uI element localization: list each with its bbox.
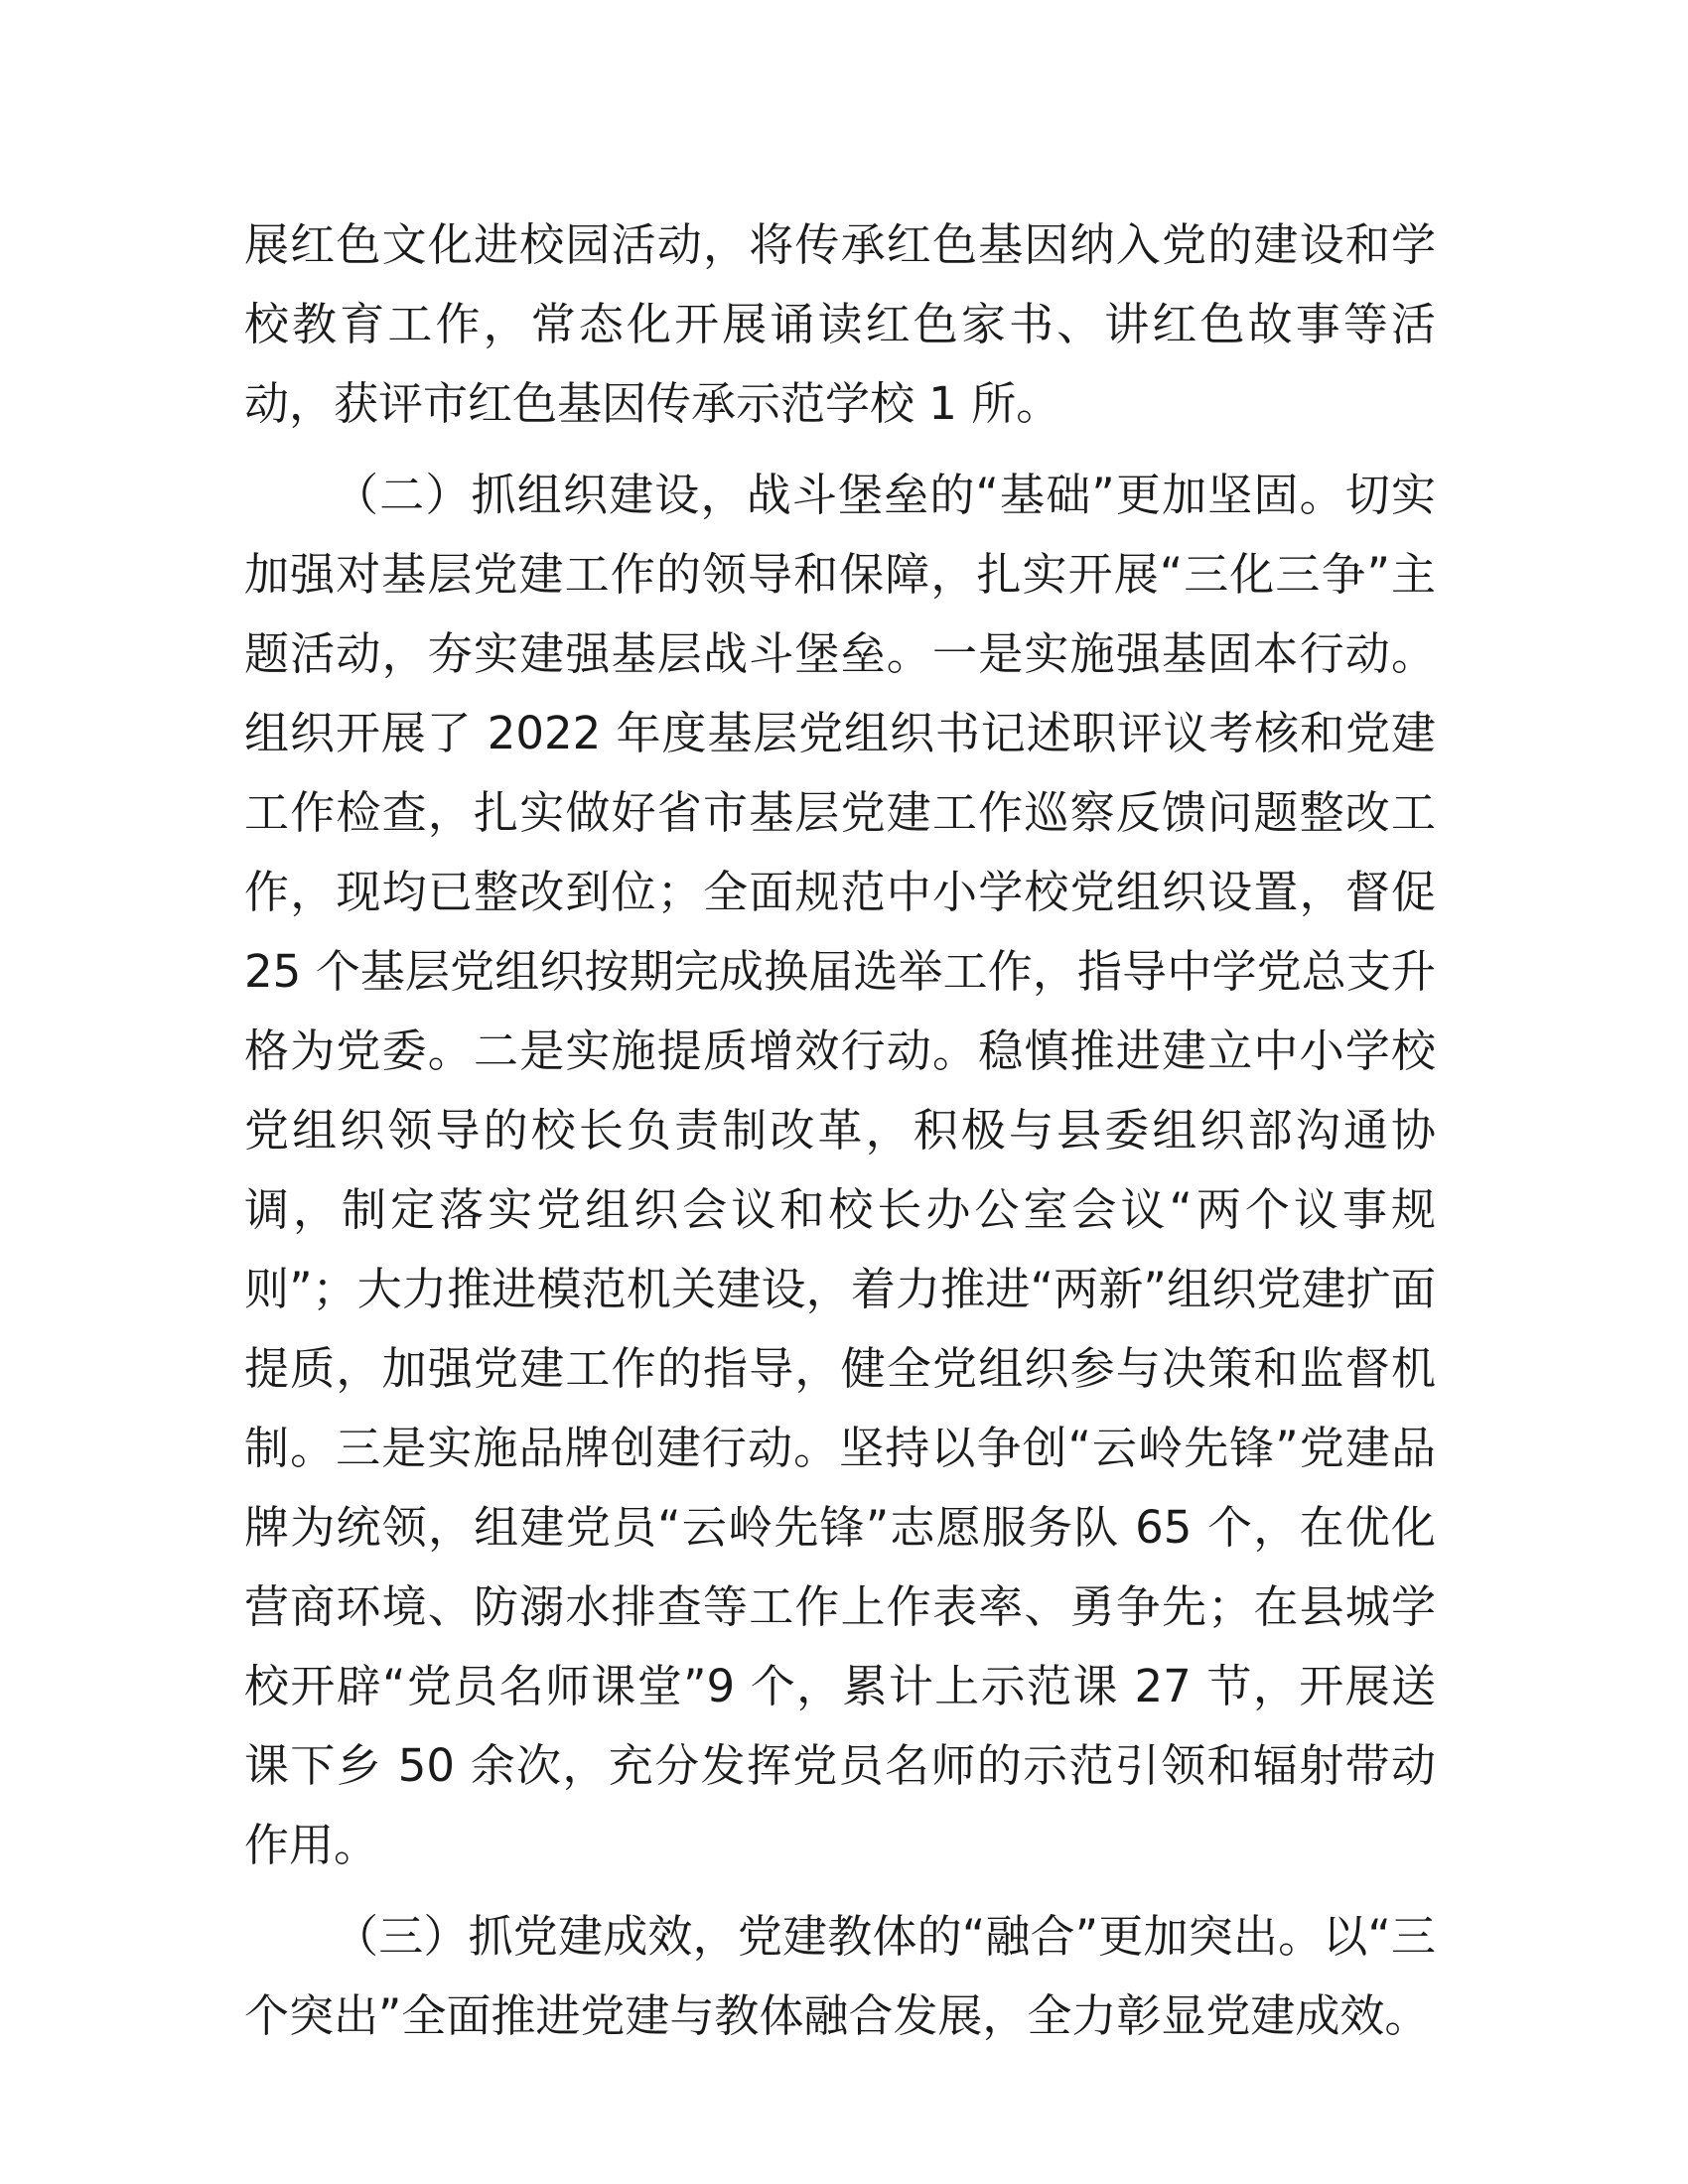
paragraph-organization-building: （二）抓组织建设，战斗堡垒的“基础”更加坚固。切实加强对基层党建工作的领导和保障，扎实开展“三化三争”主题活动，夯实建强基层战斗堡垒。一是实施强基固本行动。组织开展了 2022 年度基层党组织书记述职评议考核和党建工作检查，扎实做好省市基层党建工作巡察反馈问题整改工作，现均已整改到位；全面规范中小学校党组织设置，督促 25 个基层党组织按期完成换届选举工作，指导中学党总支升格为党委。二是实施提质增效行动。稳慎推进建立中小学校党组织领导的校长负责制改革，积极与县委组织部沟通协调，制定落实党组织会议和校长办公室会议“两个议事规则”；大力推进模范机关建设，着力推进“两新”组织党建扩面提质，加强党建工作的指导，健全党组织参与决策和监督机制。三是实施品牌创建行动。坚持以争创“云岭先锋”党建品牌为统领，组建党员“云岭先锋”志愿服务队 65 个，在优化营商环境、防溺水排查等工作上作表率、勇争先；在县城学校开辟“党员名师课堂”9 个，累计上示范课 27 节，开展送课下乡 50 余次，充分发挥党员名师的示范引领和辐射带动作用。 xyxy=(244,469,1436,1871)
document-page xyxy=(244,205,1436,2068)
paragraph-red-culture-campus: 展红色文化进校园活动，将传承红色基因纳入党的建设和学校教育工作，常态化开展诵读红色家书、讲红色故事等活动，获评市红色基因传承示范学校 1 所。 xyxy=(244,218,1436,430)
paragraph-party-building-results: （三）抓党建成效，党建教体的“融合”更加突出。以“三个突出”全面推进党建与教体融合发展，全力彰显党建成效。 xyxy=(244,1910,1436,2042)
